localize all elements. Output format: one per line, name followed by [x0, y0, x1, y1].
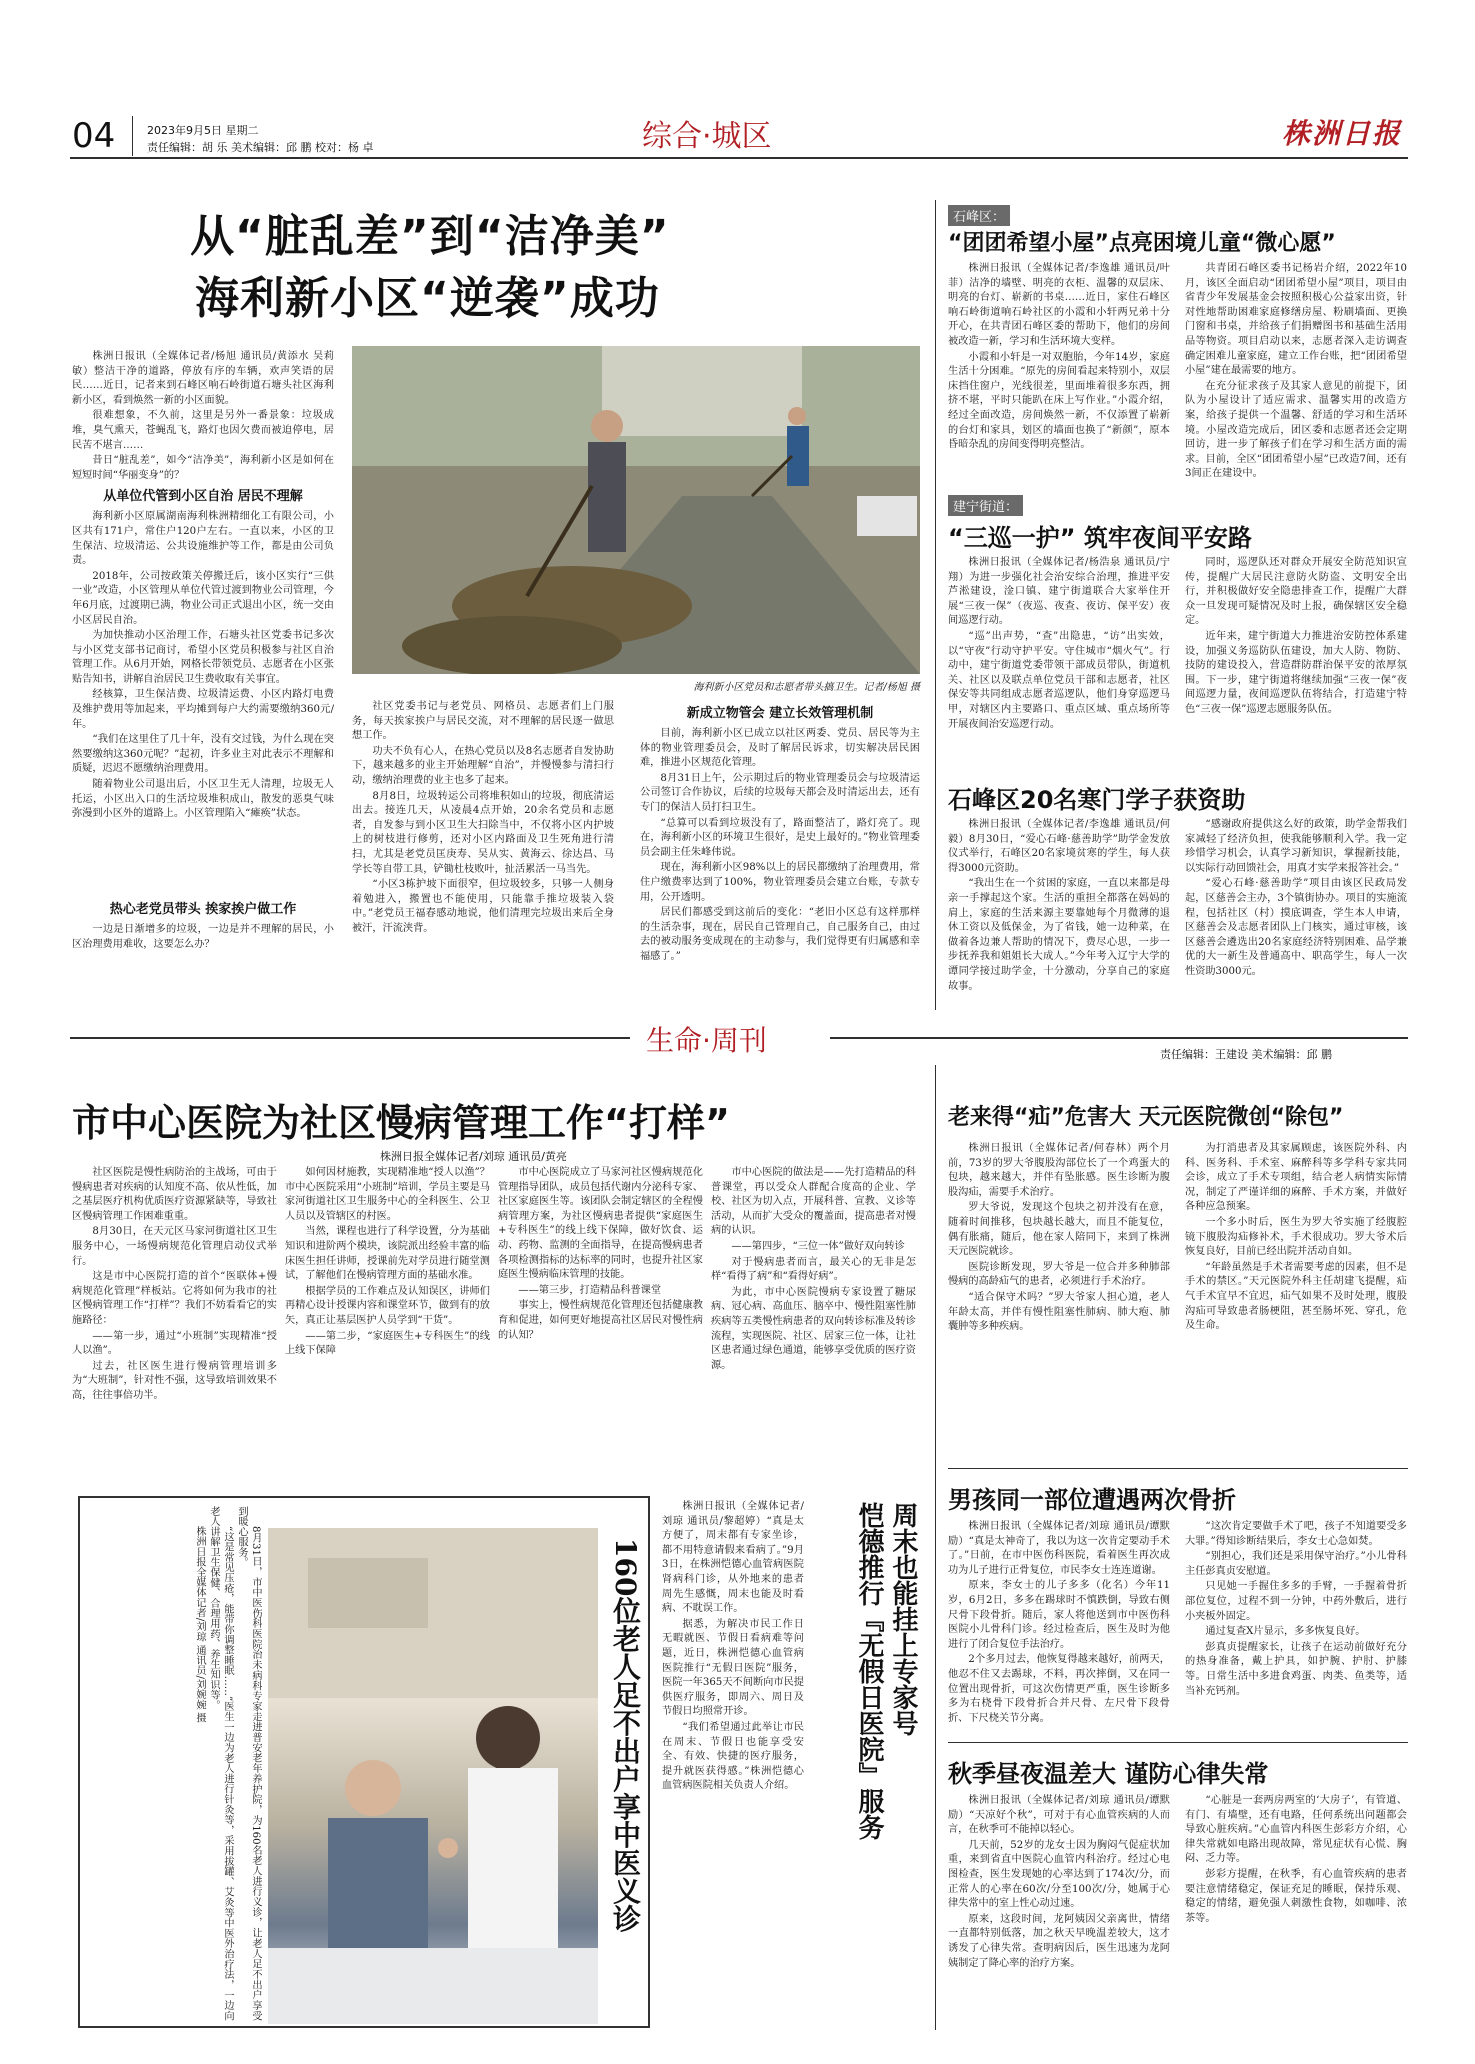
band2-editors: 责任编辑：王建设 美术编辑：邱 鹏 — [1160, 1048, 1332, 1061]
lead-column-2: 社区党委书记与老党员、网格员、志愿者们上门服务，每天挨家挨户与居民交流，对不理解的居民逐一做思想工作。 功夫不负有心人，在热心党员以及8名志愿者自发协助下，越来越多的业主开始理解“自治”，并慢慢参与清扫行动，缴纳治理费的业主也多了起来。 8月8日，垃圾转运公司将堆积如山的垃圾，彻底清运出去。接连几天，从凌晨4点开始，20余名党员和志愿者，自发参与到小区卫生大扫除当中，不仅将小区内护坡上的树枝进行修剪，还对小区内路面及卫生死角进行清扫，尤其是老党员匡庚寿、吴从实、黄海云、徐达昌、马学长等自带工具，铲锄杜枝败叶，扯活累活一马当先。 “小区3栋护坡下面很窄，但垃圾较多，只够一人侧身着勉进入，搬置也不能使用，只能靠手推垃圾装入袋中。”老党员王福春感动地说，他们清理完垃圾出来后全身被汗，汗流浃背。 — [352, 701, 614, 934]
side3-column-2: “感谢政府提供这么好的政策，助学金帮我们家减轻了经济负担，使我能够顺利入学。我一定珍惜学习机会，认真学习新知识，掌握新技能，以实际行动回馈社会，用真才实学来报答社会。” “爱心石峰·慈善助学”项目由该区民政局发起，区慈善会主办，3个镇街协办。项目的实施流程，包括社区（村）摸底调查，学生本人申请，区慈善会及志愿者团队上门核实，通过审核，该区慈善会遴选出20名家庭经济特别困难、品学兼优的大一新生及普通高中、职高学生，每人一次性资助3000元。 — [1185, 819, 1407, 977]
newspaper-logo: 株洲日报 — [1282, 117, 1403, 150]
side2-column-1: 株洲日报讯（全媒体记者/杨浩泉 通讯员/宁翔）为进一步强化社会治安综合治理，推进平安芦淞建设，淦口镇、建宁街道联合大家举住开展“三夜一保”（夜巡、夜查、夜访、保平安）夜间巡逻行动。 “巡”出声势，“查”出隐患，“访”出实效，以“守夜”行动守护平安。守住城市“烟火气”。行动中，建宁街道党委带领干部成员带队，街道机关、社区以及联点单位党员干部和志愿者，社区保安等共同组成志愿者巡逻队，他们身穿巡逻马甲，对辖区内主要路口、重点区域、重点场所等开展夜间治安巡逻行动。 — [948, 557, 1170, 730]
vfeat2-headline-2: 恺德推行『无假日医院』服务 — [854, 1502, 884, 1840]
page-date: 2023年9月5日 星期二 — [147, 124, 259, 137]
side3-column-1: 株洲日报讯（全媒体记者/李逸雄 通讯员/何毅）8月30日，“爱心石峰·慈善助学”助学金发放仪式举行，石峰区20名家境贫寒的学生，每人获得3000元资助。 “我出生在一个贫困的家庭，一直以来都是母亲一手撑起这个家。生活的重担全都落在妈妈的肩上，家庭的生活来源主要靠她每个月微薄的退休工资以及低保金，为了省钱，她一边种菜，在做着各边兼人帮助的情况下，费尽心思，一步一步抚养我和姐姐长大成人。”今年考入辽宁大学的谭同学接过助学金，十分激动，分享自己的家庭故事。 — [948, 819, 1170, 992]
vfeat-headline: 160位老人足不出户享中医义诊 — [609, 1538, 642, 1933]
r1-column-2: 为打消患者及其家属顾虑，该医院外科、内科、医务科、手术室、麻醉科等多学科专家共同会诊，成立了手术专项组，结合老人病情实际情况，制定了严谨详细的麻醉、手术方案，并做好各种应急预案。 一个多小时后，医生为罗大爷实施了经腹腔镜下腹股沟疝修补术，手术很成功。罗大爷术后恢复良好，目前已经出院并活动自如。 “年龄虽然是手术者需要考虑的因素，但不是手术的禁区。”天元医院外科主任胡建飞提醒，疝气手术宜早不宜迟，疝气如果不及时处理，腹股沟疝可导致患者肠梗阻，甚至肠坏死、穿孔，危及生命。 — [1185, 1143, 1407, 1332]
health-byline: 株洲日报全媒体记者/刘琼 通讯员/黄亮 — [380, 1150, 567, 1163]
vfeat-photo — [268, 1528, 598, 2024]
lead-subhead-2: 热心老党员带头 挨家挨户做工作 — [109, 902, 297, 917]
r3-column-2: “心脏是一套两房两室的‘大房子’，有管道、有门、有墙壁，还有电路，任何系统出问题都会导致心脏疾病。”心血管内科医生彭彩方介绍，心律失常就如电路出现故障，常见症状有心慌、胸闷、乏力等。 彭彩方提醒，在秋季，有心血管疾病的患者要注意情绪稳定，保证充足的睡眠，保持乐观、稳定的情绪，避免强人刺激性食物，如咖啡、浓茶等。 — [1185, 1795, 1407, 1924]
clinic-photo-icon — [268, 1528, 598, 2024]
band2-section-title: 生命·周刊 — [646, 1024, 767, 1057]
side1-column-2: 共青团石峰区委书记杨岩介绍，2022年10月，该区全面启动“团团希望小屋”项目，项目由省青少年发展基金会按照积极心公益家出资，针对性地帮助困难家庭修缮房屋、粉刷墙面、更换门窗和书桌，并给孩子们捐赠图书和基础生活用品等物资。项目启动以来，志愿者深入走访调查确定困难儿童家庭，建立工作台账，把“团团希望小屋”建在最需要的地方。 在充分征求孩子及其家人意见的前提下，团队为小屋设计了适应需求、温馨实用的改造方案，给孩子提供一个温馨、舒适的学习和生活环境。小屋改造完成后，团区委和志愿者还会定期回访，进一步了解孩子们在学习和生活方面的需求。目前，全区“团团希望小屋”已改造7间，还有3间正在建设中。 — [1185, 263, 1407, 480]
lead-subhead-1: 从单位代管到小区自治 居民不理解 — [103, 489, 303, 505]
lead-headline-2: 海利新小区“逆袭”成功 — [195, 273, 660, 324]
side2-tag: 建宁街道： — [948, 495, 1023, 516]
band2-rule-right — [830, 1037, 1408, 1039]
band2-rule-left — [70, 1037, 630, 1039]
side2-column-2: 同时，巡逻队还对群众开展安全防范知识宣传，提醒广大居民注意防火防盗、文明安全出行，并积极做好安全隐患排查工作，提醒广大群众一旦发现可疑情况及时上报，确保辖区安全稳定。 近年来，建宁街道大力推进治安防控体系建设，加强义务巡防队伍建设，加大人防、物防、技防的建设投入，营造群防群治保平安的浓厚氛围。下一步，建宁街道将继续加强“三夜一保”夜间巡逻力量，夜间巡逻队伍将结合，打造建宁特色“三夜一保”巡逻志愿服务队伍。 — [1185, 557, 1407, 715]
side1-tag: 石峰区： — [948, 205, 1010, 226]
lead-photo — [352, 346, 920, 674]
side3-headline: 石峰区20名寒门学子获资助 — [948, 786, 1246, 814]
lead-column-1: 株洲日报讯（全媒体记者/杨旭 通讯员/黄添水 吴莉敏）整洁干净的道路，停放有序的车辆，欢声笑语的居民……近日，记者来到石峰区响石岭街道石塘头社区海利新小区，看到焕然一新的小区面貌。 很难想象，不久前，这里是另外一番景象：垃圾成堆，臭气熏天，苍蝇乱飞，路灯也因欠费而被迫停电，居民苦不堪言…… 昔日“脏乱差”，如今“洁净美”，海利新小区是如何在短短时间“华丽变身”的？ 从单位代管到小区自治 居民不理解 海利新小区原属湖南海利株洲精细化工有限公司，小区共有171户，常住户120户左右。一直以来，小区的卫生保洁、垃圾清运、公共设施维护等工作，都是由公司负责。 2018年，公司按政策关停搬迁后，该小区实行“三供一业”改造，小区管理从单位代管过渡到物业公司管理，今年6月底，过渡期已满，物业公司正式退出小区，统一交由小区居民自治。 为加快推动小区治理工作，石塘头社区党委书记多次与小区党支部书记商讨，希望小区党员积极参与社区自治管理工作。从6月开始，网格长带领党员、志愿者在小区张贴告知书，讲解自治居民卫生费收取有关事宜。 经核算，卫生保洁费、垃圾清运费、小区内路灯电费及维护费用等加起来，平均摊到每户大约需要缴纳360元/年。 “我们在这里住了几十年，没有交过钱，为什么现在突然要缴纳这360元呢？”起初，许多业主对此表示不理解和质疑，迟迟不愿缴纳治理费用。 随着物业公司退出后，小区卫生无人清理，垃圾无人托运，小区出入口的生活垃圾堆积成山，散发的恶臭气味弥漫到小区外的道路上。小区管理陷入“瘫痪”状态。 — [72, 351, 334, 820]
health-column-1: 社区医院是慢性病防治的主战场，可由于慢病患者对疾病的认知度不高、依从性低，加之基层医疗机构优质医疗资源紧缺等，导致社区慢病管理工作困难重重。 8月30日，在天元区马家河街道社区卫生服务中心，一场慢病规范化管理启动仪式举行。 这是市中心医院打造的首个“医联体+慢病规范化管理”样板站。它将如何为我市的社区慢病管理工作“打样”？我们不妨看看它的实施路径： ——第一步，通过“小班制”实现精准“授人以渔”。 过去，社区医生进行慢病管理培训多为“大班制”，针对性不强，这导致培训效果不高，往往事倍功半。 — [72, 1167, 277, 1401]
r2-column-2: “这次肯定要做手术了吧，孩子不知道要受多大罪。”得知诊断结果后，李女士心急如焚。 “别担心，我们还是采用保守治疗。”小儿骨科主任彭真贞安慰道。 只见她一手握住多多的手臂，一手握着骨折部位复位，过程不到一分钟，中药外敷后，进行小夹板外固定。 通过复查X片显示，多多恢复良好。 彭真贞提醒家长，让孩子在运动前做好充分的热身准备，戴上护具，如护腕、护肘、护膝等。日常生活中多进食鸡蛋、肉类、鱼类等，适当补充钙剂。 — [1185, 1521, 1407, 1697]
lead-subhead-3: 新成立物管会 建立长效管理机制 — [686, 706, 874, 721]
lead-headline-1: 从“脏乱差”到“洁净美” — [190, 211, 670, 262]
section-name-a: 综合 — [642, 119, 702, 154]
section-title: 综合·城区 — [642, 119, 772, 154]
r3-column-1: 株洲日报讯（全媒体记者/刘琼 通讯员/谭默励）“天凉好个秋”，可对于有心血管疾病的人而言，在秋季可不能掉以轻心。 几天前，52岁的龙女士因为胸闷气促症状加重，来到省直中医院心血管内科治疗。经过心电图检查，医生发现她的心率达到了174次/分，而正常人的心率在60次/分至100次/分，她属于心律失常中的室上性心动过速。 原来，这段时间，龙阿姨因父亲离世，情绪一直都特别低落，加之秋天早晚温差较大，这才诱发了心律失常。查明病因后，医生迅速为龙阿姨制定了降心率的治疗方案。 — [948, 1795, 1170, 1969]
r2-column-1: 株洲日报讯（全媒体记者/刘琼 通讯员/谭默励）“真是太神奇了，我以为这一次肯定要动手术了。”日前，在市中医伤科医院，看着医生再次成功为儿子进行正骨复位，市民李女士连连道谢。 原来，李女士的儿子多多（化名）今年11岁，6月2日，多多在踢球时不慎跌倒，导致右侧尺骨下段骨折。随后，家人将他送到市中医伤科医院小儿骨科门诊。经过检查后，医生及时为他进行了闭合复位手法治疗。 2个多月过去，他恢复得越来越好，前两天，他忍不住又去踢球，不料，再次摔倒，又在同一位置出现骨折，可这次伤情更严重，医生诊断多多为右桡骨下段骨折合并尺骨、左尺骨下段骨折、下尺桡关节分离。 — [948, 1521, 1170, 1724]
r2-headline: 男孩同一部位遭遇两次骨折 — [948, 1486, 1236, 1514]
masthead-rule — [70, 157, 1408, 159]
page-number: 04 — [72, 116, 116, 156]
vfeat2-text: 株洲日报讯（全媒体记者/刘琼 通讯员/黎超婷）“真是太方便了，周末都有专家坐诊，都不用特意请假来看病了。”9月3日，在株洲恺德心血管病医院肾病科门诊，从外地来的患者周先生感慨，周末也能及时看病、不耽误工作。 据悉，为解决市民工作日无暇就医、节假日看病难等问题，近日，株洲恺德心血管病医院推行“无假日医院”服务，医院一年365天不间断向市民提供医疗服务，即周六、周日及节假日均照常开诊。 “我们希望通过此举让市民在周末、节假日也能享受安全、有效、快捷的医疗服务，提升就医获得感。”株洲恺德心血管病医院相关负责人介绍。 — [662, 1501, 804, 1792]
side1-column-1: 株洲日报讯（全媒体记者/李逸雄 通讯员/叶菲）洁净的墙壁、明亮的衣柜、温馨的双层床、明亮的台灯、崭新的书桌……近日，家住石峰区响石岭街道响石岭社区的小霞和小轩两兄弟十分开心，在共青团石峰区委的帮助下，他们的房间被改造一新，学习和生活环境大变样。 小霞和小轩是一对双胞胎，今年14岁，家庭生活十分困难。“原先的房间看起来特别小，双层床挡住窗户，光线很差，里面堆着很多东西，拥挤不堪，平时只能趴在床上写作业。”小霞介绍，经过全面改造，房间焕然一新，不仅添置了崭新的台灯和家具，划区的墙面也换了“新颜”，原本昏暗杂乱的房间变得明亮整洁。 — [948, 263, 1170, 451]
page-editors: 责任编辑：胡 乐 美术编辑：邱 鹏 校对：杨 卓 — [147, 141, 374, 154]
vfeat2-box — [662, 1496, 920, 2028]
health-headline: 市中心医院为社区慢病管理工作“打样” — [72, 1101, 730, 1145]
r1-column-1: 株洲日报讯（全媒体记者/何春林）两个月前，73岁的罗大爷腹股沟部位长了一个鸡蛋大的包块，越来越大，并伴有坠胀感。医生诊断为腹股沟疝，需要手术治疗。 罗大爷说，发现这个包块之初并没有在意，随着时间推移，包块越长越大，而且不能复位，偶有胀痛，随后，他在家人陪同下，来到了株洲天元医院就诊。 医院诊断发现，罗大爷是一位合并多种肺部慢病的高龄疝气的患者，必须进行手术治疗。 “适合保守术吗？”罗大爷家人担心道，老人年龄太高，并伴有慢性阻塞性肺病、肺大疱、肺囊肿等多种疾病。 — [948, 1143, 1170, 1333]
vertical-feature-box — [78, 1496, 650, 2028]
health-column-4: 市中心医院的做法是——先打造精品的科普课堂，再以受众人群配合度高的企业、学校、社区为切入点，开展科普、宣教、义诊等活动，从而扩大受众的覆盖面，提高患者对慢病的认识。 ——第四步，“三位一体”做好双向转诊 对于慢病患者而言，最关心的无非是怎样“看得了病”和“看得好病”。 为此，市中心医院慢病专家设置了糖尿病、冠心病、高血压、脑卒中、慢性阻塞性肺疾病等五类慢性病患者的双向转诊标准及转诊流程，实现医院、社区、居家三位一体，让社区患者通过绿色通道，能够享受优质的医疗资源。 — [711, 1167, 916, 1371]
masthead — [0, 0, 1475, 160]
side2-headline: “三巡一护” 筑牢夜间平安路 — [948, 524, 1252, 552]
street-cleaning-photo-icon — [352, 346, 920, 674]
vfeat2-headline-1: 周末也能挂上专家号 — [888, 1502, 918, 1736]
side1-headline: “团团希望小屋”点亮困境儿童“微心愿” — [948, 231, 1336, 256]
r3-headline: 秋季昼夜温差大 谨防心律失常 — [948, 1760, 1269, 1788]
r1-headline: 老来得“疝”危害大 天元医院微创“除包” — [948, 1105, 1344, 1130]
section-name-b: 城区 — [711, 119, 772, 154]
vfeat-text: 8月31日，市中医伤科医院治未病科专家走进普安老年养护院，为160名老人进行义诊，让老人足不出户享受到暖心服务。 “这是常见压疮，能带你调整睡眠……”医生一边为老人进行针灸等，采用拔罐、艾灸等中医外治疗法，一边向老人讲解卫生保健、合理用药、养生知识等。 株洲日报全媒体记者/刘琼 通讯员/刘婉婉 摄 — [194, 1506, 261, 2021]
lead-column-1b: 热心老党员带头 挨家挨户做工作 一边是日渐增多的垃圾，一边是并不理解的居民，小区治理费用难收，这要怎么办？ — [72, 902, 334, 950]
lead-column-3: 新成立物管会 建立长效管理机制 目前，海利新小区已成立以社区两委、党员、居民等为主体的物业管理委员会，及时了解居民诉求，切实解决居民困难，推进小区规范化管理。 8月31日上午，公示期过后的物业管理委员会与垃圾清运公司签订合作协议，后续的垃圾每天都会及时清运出去，还有专门的保洁人员打扫卫生。 “总算可以看到垃圾没有了，路面整洁了，路灯亮了。现在，海利新小区的环境卫生很好，是史上最好的。”物业管理委员会副主任朱峰伟说。 现在，海利新小区98%以上的居民都缴纳了治理费用，常住户缴费率达到了100%，物业管理委员会建立台账，专款专用，公开透明。 居民们都感受到这前后的变化：“老旧小区总有这样那样的生活杂事，现在，居民自己管理自己，自己服务自己，由过去的被动服务变成现在的主动参与，我们觉得更有归属感和幸福感了。” — [640, 706, 920, 962]
lead-photo-caption: 海利新小区党员和志愿者带头搞卫生。记者/杨旭 摄 — [693, 682, 920, 693]
health-column-3: 市中心医院成立了马家河社区慢病规范化管理指导团队，成员包括代谢内分泌科专家、社区家庭医生等。该团队会制定辖区的全程慢病管理方案，为社区慢病患者提供“家庭医生+专科医生”的线上线下保障，做好饮食、运动、药物、监测的全面指导，在提高慢病患者各项检测指标的达标率的同时，也提升社区家庭医生慢病临床管理的技能。 ——第三步，打造精品科普课堂 事实上，慢性病规范化管理还包括健康教育和促进，如何更好地提高社区居民对慢性病的认知？ — [498, 1167, 703, 1341]
health-column-2: 如何因材施教，实现精准地“授人以渔”？市中心医院采用“小班制”培训，学员主要是马家河街道社区卫生服务中心的全科医生、公卫人员以及管辖区的村医。 当然，课程也进行了科学设置，分为基础知识和进阶两个模块，该院派出经验丰富的临床医生担任讲师，授课前先对学员进行随堂测试，了解他们在慢病管理方面的基础水准。 根据学员的工作难点及认知误区，讲师们再精心设计授课内容和课堂环节，做到有的放矢，真正让基层医护人员学到“干货”。 ——第二步，“家庭医生+专科医生”的线上线下保障 — [285, 1167, 490, 1357]
